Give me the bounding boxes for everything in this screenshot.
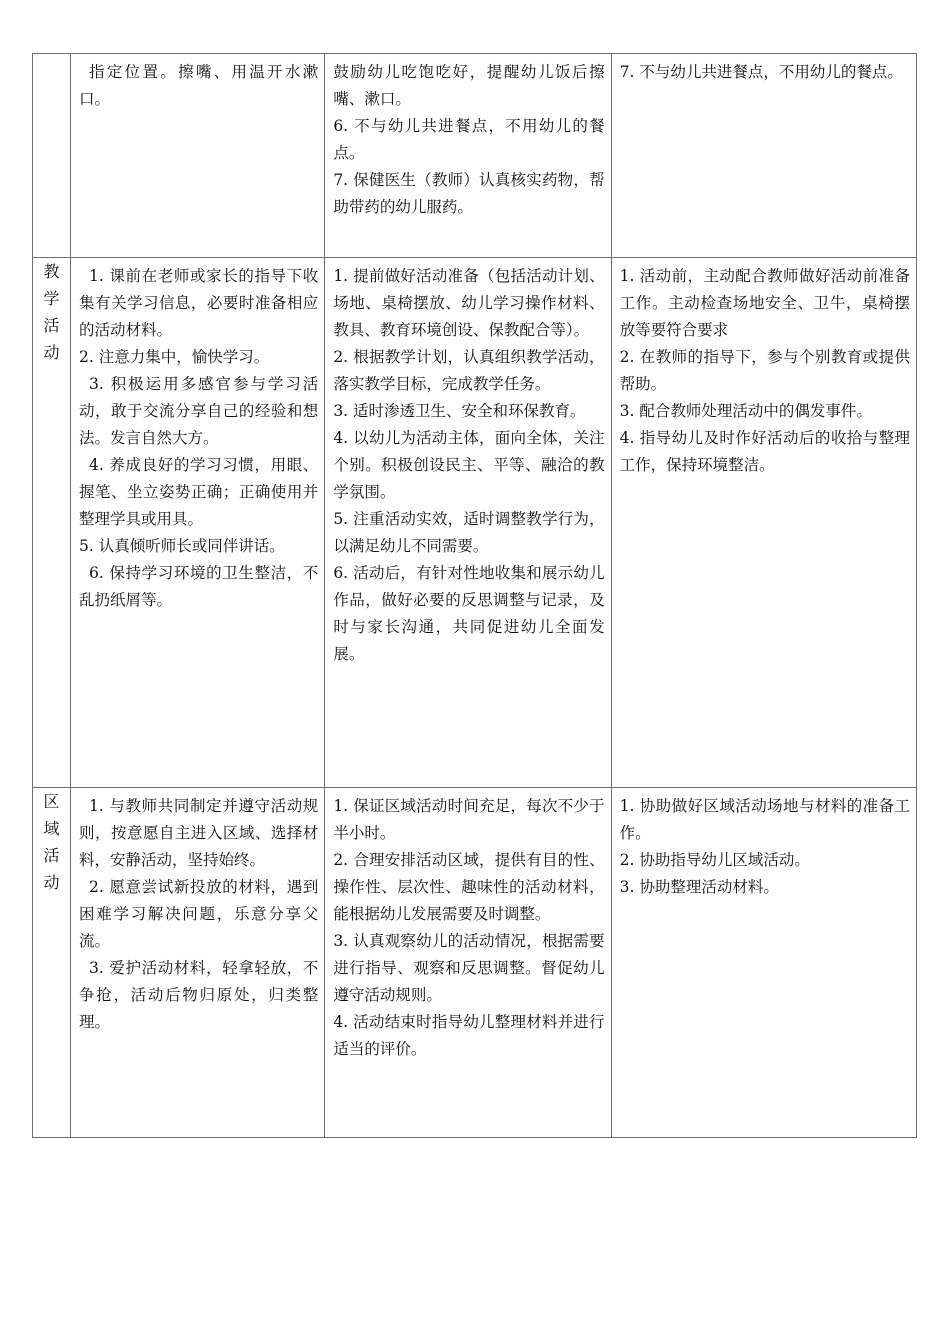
cell-line: 1. 保证区域活动时间充足，每次不少于半小时。 [333, 797, 605, 842]
cell-line: 5. 认真倾听师长或同伴讲话。 [79, 537, 285, 555]
cell-line: 4. 活动结束时指导幼儿整理材料并进行适当的评价。 [333, 1013, 605, 1058]
student-cell [71, 258, 325, 788]
cell-line: 2. 根据教学计划，认真组织教学活动，落实教学目标，完成教学任务。 [333, 348, 605, 393]
cell-line: 2. 愿意尝试新投放的材料，遇到困难学习解决问题，乐意分享父流。 [79, 878, 319, 950]
teacher-cell [325, 54, 611, 258]
cell-line: 4. 指导幼儿及时作好活动后的收拾与整理工作，保持环境整洁。 [619, 429, 910, 474]
cell-line: 1. 课前在老师或家长的指导下收集有关学习信息，必要时准备相应的活动材料。 [79, 267, 319, 339]
cell-line: 3. 爱护活动材料，轻拿轻放，不争抢，活动后物归原处，归类整理。 [79, 959, 319, 1031]
cell-line: 鼓励幼儿吃饱吃好，提醒幼儿饭后擦嘴、漱口。 [333, 63, 605, 108]
student-cell [71, 54, 325, 258]
table-row [33, 258, 917, 788]
cell-line: 2. 协助指导幼儿区域活动。 [619, 851, 810, 869]
row-label-area-activity: 区 域 活 动 [33, 788, 71, 1138]
teacher-cell [325, 258, 611, 788]
cell-line: 4. 养成良好的学习习惯，用眼、握笔、坐立姿势正确；正确使用并整理学具或用具。 [79, 456, 319, 528]
table-row [33, 54, 917, 258]
cell-line: 2. 在教师的指导下，参与个别教育或提供帮助。 [619, 348, 910, 393]
cell-line: 1. 协助做好区域活动场地与材料的准备工作。 [619, 797, 910, 842]
cell-line: 3. 积极运用多感官参与学习活动，敢于交流分享自己的经验和想法。发言自然大方。 [79, 375, 319, 447]
nurse-cell [611, 54, 916, 258]
row-label-teaching-activity: 教 学 活 动 [33, 258, 71, 788]
cell-line: 7. 不与幼儿共进餐点，不用幼儿的餐点。 [619, 63, 903, 81]
student-cell [71, 788, 325, 1138]
cell-line: 5. 注重活动实效，适时调整教学行为，以满足幼儿不同需要。 [333, 510, 605, 555]
row-label-cell [33, 54, 71, 258]
nurse-cell [611, 258, 916, 788]
nurse-cell [611, 788, 916, 1138]
cell-line: 4. 以幼儿为活动主体，面向全体，关注个别。积极创设民主、平等、融洽的教学氛围。 [333, 429, 605, 501]
cell-line: 1. 活动前，主动配合教师做好活动前准备工作。主动检查场地安全、卫牛，桌椅摆放等要符合要求 [619, 267, 910, 339]
cell-line: 3. 认真观察幼儿的活动情况，根据需要进行指导、观察和反思调整。督促幼儿遵守活动规则。 [333, 932, 605, 1004]
duty-table [32, 53, 917, 1138]
cell-line: 3. 协助整理活动材料。 [619, 878, 779, 896]
cell-line: 6. 活动后，有针对性地收集和展示幼儿作品，做好必要的反思调整与记录，及时与家长沟通，共同促进幼儿全面发展。 [333, 564, 605, 663]
cell-line: 6. 保持学习环境的卫生整洁，不乱扔纸屑等。 [79, 564, 319, 609]
cell-line: 7. 保健医生（教师）认真核实药物，帮助带药的幼儿服药。 [333, 171, 605, 216]
cell-line: 6. 不与幼儿共进餐点，不用幼儿的餐点。 [333, 117, 605, 162]
table-row [33, 788, 917, 1138]
cell-line: 1. 提前做好活动准备（包括活动计划、场地、桌椅摆放、幼儿学习操作材料、教具、教育环境创设、保教配合等）。 [333, 267, 605, 339]
cell-line: 1. 与教师共同制定并遵守活动规则，按意愿自主进入区域、选择材料，安静活动，坚持始终。 [79, 797, 319, 869]
cell-line: 3. 配合教师处理活动中的偶发事件。 [619, 402, 872, 420]
teacher-cell [325, 788, 611, 1138]
cell-line: 2. 合理安排活动区域，提供有目的性、操作性、层次性、趣味性的活动材料，能根据幼儿发展需要及时调整。 [333, 851, 605, 923]
cell-line: 3. 适时渗透卫生、安全和环保教育。 [333, 402, 586, 420]
cell-line: 指定位置。擦嘴、用温开水漱口。 [79, 63, 319, 108]
cell-line: 2. 注意力集中，愉快学习。 [79, 348, 270, 366]
